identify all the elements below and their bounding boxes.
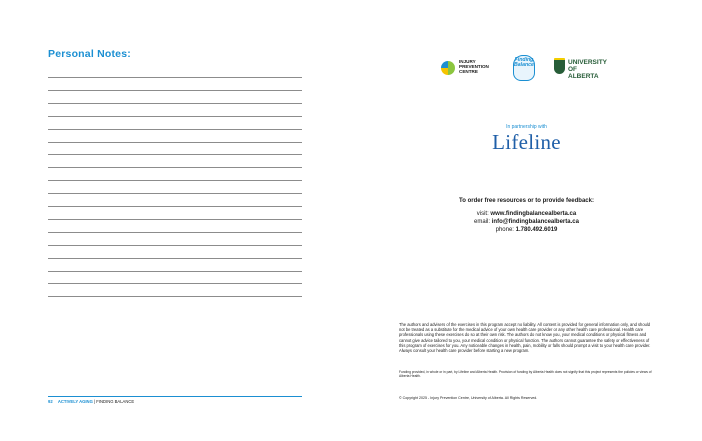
- page-footer: [48, 396, 302, 411]
- phone-label: phone:: [495, 227, 514, 233]
- uofa-line: UNIVERSITY: [568, 59, 608, 66]
- lifeline-logo: Lifeline: [492, 130, 561, 154]
- note-line: [48, 258, 302, 259]
- contact-block: [351, 210, 702, 234]
- note-line: [48, 116, 302, 117]
- note-line: [48, 245, 302, 246]
- order-heading: To order free resources or to provide feedback:: [459, 198, 594, 204]
- note-line: [48, 296, 302, 297]
- note-line: [48, 142, 302, 143]
- ipc-line: CENTRE: [459, 69, 478, 74]
- note-line: [48, 180, 302, 181]
- footer-publication: FINDING BALANCE: [96, 399, 135, 404]
- note-line: [48, 77, 302, 78]
- footer-separator: |: [94, 399, 96, 404]
- note-line: [48, 154, 302, 155]
- fb-line: Finding: [514, 57, 534, 63]
- copyright-notice: © Copyright 2025 - Injury Prevention Centre, University of Alberta. All Rights Reserved.: [399, 396, 538, 400]
- ipc-mark-icon: [441, 61, 455, 75]
- fb-line: Balance: [514, 62, 534, 68]
- note-line: [48, 219, 302, 220]
- note-line: [48, 90, 302, 91]
- visit-label: visit:: [476, 211, 489, 217]
- page-title: Personal Notes:: [48, 48, 131, 60]
- partnership-label: In partnership with: [506, 124, 547, 130]
- note-line: [48, 193, 302, 194]
- note-line: [48, 283, 302, 284]
- phone-number: 1.780.492.6019: [515, 227, 558, 233]
- uofa-wordmark: [568, 59, 607, 80]
- note-line: [48, 167, 302, 168]
- email-link[interactable]: info@findingbalancealberta.ca: [491, 219, 579, 225]
- disclaimer-text: The authors and advisers of the exercises in this program accept no liability. All content is provided for general information only, and should not be treated as a substitute for the medical advice of your own health care provider or any other health care professional. Health care professionals using these exercises do so at their own risk. The authors do not know you, your medical conditions or physical fitness and cannot give advice tailored to you, your medical condition or physical function. The authors cannot guarantee the safety or effectiveness of this program of exercises for you. Any noticeable changes in health, pain, mobility or falls should prompt a visit to your health care provider. Always consult your health care provider before starting a new program.: [399, 322, 651, 354]
- note-line: [48, 129, 302, 130]
- footer-section: ACTIVELY AGING: [57, 399, 93, 404]
- note-line: [48, 232, 302, 233]
- right-page: [351, 0, 702, 441]
- note-line: [48, 103, 302, 104]
- partner-logos: [441, 55, 621, 85]
- uofa-line: OF ALBERTA: [568, 66, 599, 80]
- funding-note: Funding provided, in whole or in part, by Lifeline and Alberta Health. Provision of funding by Alberta Health does not signify that this project represents the policies or views of Alberta Health.: [399, 370, 652, 379]
- ipc-wordmark: [459, 59, 489, 74]
- ipc-line: INJURY: [459, 59, 476, 64]
- website-link[interactable]: www.findingbalancealberta.ca: [490, 211, 577, 217]
- page-number: 92: [48, 399, 53, 404]
- note-line: [48, 206, 302, 207]
- ipc-line: PREVENTION: [459, 64, 489, 69]
- email-label: email:: [474, 219, 491, 225]
- contact-visit: [351, 210, 702, 218]
- finding-balance-wordmark: [509, 58, 539, 68]
- contact-phone: [351, 226, 702, 234]
- note-line: [48, 271, 302, 272]
- uofa-shield-icon: [554, 58, 565, 74]
- contact-email: [351, 218, 702, 226]
